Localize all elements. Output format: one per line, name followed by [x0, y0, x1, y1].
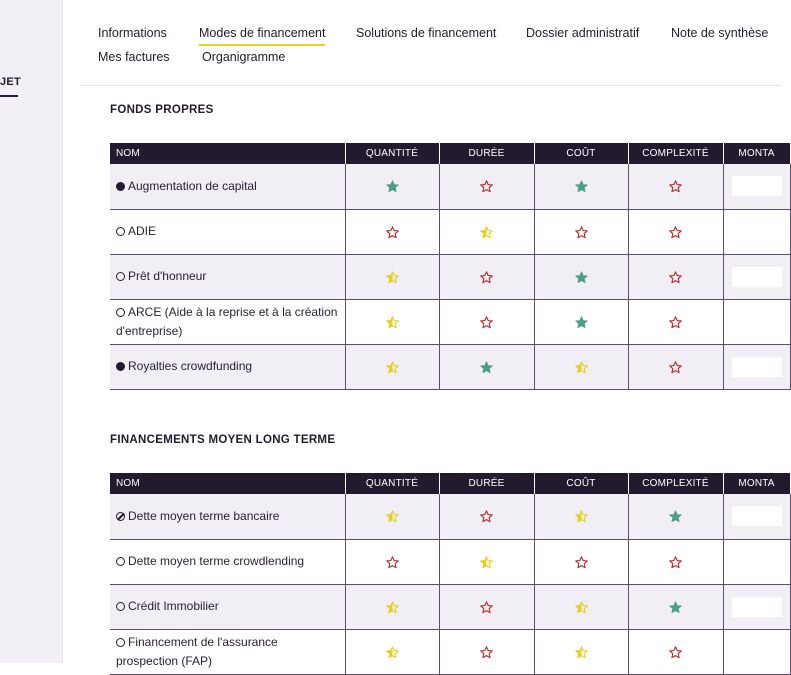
complexite-rating-cell: [628, 494, 723, 539]
half-star-icon: [575, 644, 588, 658]
duree-rating-cell: [439, 584, 534, 629]
montant-input[interactable]: [732, 176, 782, 196]
financing-name-augmentation-de-capital: Augmentation de capital: [128, 178, 257, 193]
selected-radio-icon[interactable]: [116, 362, 125, 371]
half-star-icon: [386, 509, 399, 523]
empty-star-icon: [386, 224, 399, 238]
financing-name-dette-moyen-terme-bancaire: Dette moyen terme bancaire: [128, 508, 280, 523]
half-star-icon: [480, 224, 493, 238]
sidebar: [0, 0, 63, 663]
montant-cell: [723, 629, 790, 674]
complexite-header: COMPLEXITÉ: [628, 143, 723, 164]
half-star-icon: [575, 509, 588, 523]
cout-rating-cell: [534, 254, 628, 299]
quantite-rating-cell: [345, 164, 439, 209]
duree-header: DURÉE: [439, 473, 534, 494]
quantite-rating-cell: [345, 209, 439, 254]
financing-name-arce-aide-a-la-reprise-et-a-la-creation-d-entreprise: ARCE (Aide à la reprise et à la création d'entreprise): [116, 304, 338, 338]
complexite-rating-cell: [628, 539, 723, 584]
cout-header: COÛT: [534, 473, 628, 494]
duree-rating-cell: [439, 254, 534, 299]
quantite-rating-cell: [345, 584, 439, 629]
quantite-rating-cell: [345, 494, 439, 539]
table-row: [110, 254, 790, 299]
table-header-row: [110, 473, 790, 494]
full-star-icon: [480, 359, 493, 373]
complexite-rating-cell: [628, 299, 723, 344]
row-name-cell: [110, 629, 345, 674]
montant-input[interactable]: [732, 357, 782, 377]
montant-cell: [723, 344, 790, 389]
cout-rating-cell: [534, 584, 628, 629]
financing-name-adie: ADIE: [128, 224, 157, 238]
quantite-rating-cell: [345, 539, 439, 584]
cout-rating-cell: [534, 539, 628, 584]
empty-star-icon: [669, 314, 682, 328]
montant-cell: [723, 299, 790, 344]
quantite-header: QUANTITÉ: [345, 143, 439, 164]
full-star-icon: [575, 269, 588, 283]
row-name-cell: [110, 254, 345, 299]
table-row: [110, 584, 790, 629]
tabs-divider: [80, 85, 780, 86]
cout-rating-cell: [534, 494, 628, 539]
duree-rating-cell: [439, 299, 534, 344]
half-star-icon: [386, 644, 399, 658]
table-row: [110, 494, 790, 539]
nom-header: NOM: [110, 143, 345, 164]
empty-star-icon: [669, 179, 682, 193]
duree-rating-cell: [439, 539, 534, 584]
empty-star-icon: [669, 269, 682, 283]
montant-cell: [723, 164, 790, 209]
row-name-cell: [110, 164, 345, 209]
tab-solutions-de-financement[interactable]: Solutions de financement: [356, 26, 497, 40]
duree-header: DURÉE: [439, 143, 534, 164]
duree-rating-cell: [439, 494, 534, 539]
empty-star-icon: [386, 554, 399, 568]
empty-star-icon: [480, 599, 493, 613]
cout-rating-cell: [534, 164, 628, 209]
duree-rating-cell: [439, 209, 534, 254]
duree-rating-cell: [439, 164, 534, 209]
tab-modes-de-financement[interactable]: Modes de financement: [199, 26, 326, 40]
cout-header: COÛT: [534, 143, 628, 164]
half-star-icon: [386, 269, 399, 283]
section-title-fonds-propres: FONDS PROPRES: [110, 104, 214, 116]
montant-cell: [723, 254, 790, 299]
empty-star-icon: [480, 179, 493, 193]
complexite-header: COMPLEXITÉ: [628, 473, 723, 494]
row-name-cell: [110, 344, 345, 389]
montant-cell: [723, 209, 790, 254]
row-name-cell: [110, 494, 345, 539]
empty-star-icon: [575, 224, 588, 238]
sidebar-active-indicator: [0, 95, 18, 97]
row-name-cell: [110, 299, 345, 344]
financing-name-credit-immobilier: Crédit Immobilier: [128, 599, 219, 613]
unselected-radio-icon[interactable]: [116, 308, 125, 317]
duree-rating-cell: [439, 344, 534, 389]
half-star-icon: [575, 599, 588, 613]
montant-cell: [723, 494, 790, 539]
montant-header: MONTA: [723, 143, 790, 164]
table-row: [110, 539, 790, 584]
tab-note-de-synthese[interactable]: Note de synthèse: [671, 26, 769, 40]
financing-name-financement-de-l-assurance-prospection-fap: Financement de l'assurance prospection (FAP): [116, 634, 278, 668]
unselected-radio-icon[interactable]: [116, 227, 125, 236]
unselected-radio-icon[interactable]: [116, 557, 125, 566]
unselected-radio-icon[interactable]: [116, 638, 125, 647]
unselected-radio-icon[interactable]: [116, 272, 125, 281]
unselected-radio-icon[interactable]: [116, 602, 125, 611]
half-star-icon: [480, 554, 493, 568]
row-name-cell: [110, 209, 345, 254]
sidebar-item-projet[interactable]: JET: [0, 76, 22, 88]
tab-mes-factures[interactable]: Mes factures: [98, 50, 170, 64]
half-star-icon: [386, 599, 399, 613]
montant-cell: [723, 584, 790, 629]
nom-header: NOM: [110, 473, 345, 494]
full-star-icon: [575, 314, 588, 328]
montant-cell: [723, 539, 790, 584]
row-name-cell: [110, 539, 345, 584]
tab-dossier-administratif[interactable]: Dossier administratif: [526, 26, 640, 40]
quantite-rating-cell: [345, 254, 439, 299]
montant-input[interactable]: [732, 506, 782, 526]
empty-star-icon: [480, 509, 493, 523]
tab-informations[interactable]: Informations: [98, 26, 167, 40]
cout-rating-cell: [534, 344, 628, 389]
table-financements-moyen-long-terme: [110, 473, 791, 675]
empty-star-icon: [480, 644, 493, 658]
half-star-icon: [386, 359, 399, 373]
full-star-icon: [669, 599, 682, 613]
complexite-rating-cell: [628, 254, 723, 299]
quantite-rating-cell: [345, 629, 439, 674]
empty-star-icon: [669, 359, 682, 373]
full-star-icon: [669, 509, 682, 523]
cout-rating-cell: [534, 629, 628, 674]
montant-input[interactable]: [732, 267, 782, 287]
quantite-rating-cell: [345, 299, 439, 344]
quantite-header: QUANTITÉ: [345, 473, 439, 494]
financing-name-dette-moyen-terme-crowdlending: Dette moyen terme crowdlending: [128, 554, 305, 568]
cout-rating-cell: [534, 209, 628, 254]
complexite-rating-cell: [628, 584, 723, 629]
montant-header: MONTA: [723, 473, 790, 494]
empty-star-icon: [480, 269, 493, 283]
complexite-rating-cell: [628, 344, 723, 389]
financing-name-pret-d-honneur: Prêt d'honneur: [128, 269, 207, 283]
table-fonds-propres: [110, 143, 791, 390]
empty-star-icon: [575, 554, 588, 568]
row-name-cell: [110, 584, 345, 629]
table-row: [110, 299, 790, 344]
table-header-row: [110, 143, 790, 164]
tab-organigramme[interactable]: Organigramme: [202, 50, 286, 64]
half-star-icon: [386, 314, 399, 328]
quantite-rating-cell: [345, 344, 439, 389]
cout-rating-cell: [534, 299, 628, 344]
complexite-rating-cell: [628, 164, 723, 209]
montant-input[interactable]: [732, 597, 782, 617]
duree-rating-cell: [439, 629, 534, 674]
table-row: [110, 344, 790, 389]
full-star-icon: [575, 179, 588, 193]
full-star-icon: [386, 179, 399, 193]
financing-name-royalties-crowdfunding: Royalties crowdfunding: [128, 359, 253, 373]
empty-star-icon: [669, 224, 682, 238]
table-row: [110, 629, 790, 674]
empty-star-icon: [669, 554, 682, 568]
table-row: [110, 164, 790, 209]
section-title-financements-moyen-long-terme: FINANCEMENTS MOYEN LONG TERME: [110, 434, 336, 446]
excluded-radio-icon[interactable]: [116, 512, 125, 521]
complexite-rating-cell: [628, 629, 723, 674]
empty-star-icon: [669, 644, 682, 658]
table-row: [110, 209, 790, 254]
complexite-rating-cell: [628, 209, 723, 254]
half-star-icon: [575, 359, 588, 373]
empty-star-icon: [480, 314, 493, 328]
selected-radio-icon[interactable]: [116, 182, 125, 191]
